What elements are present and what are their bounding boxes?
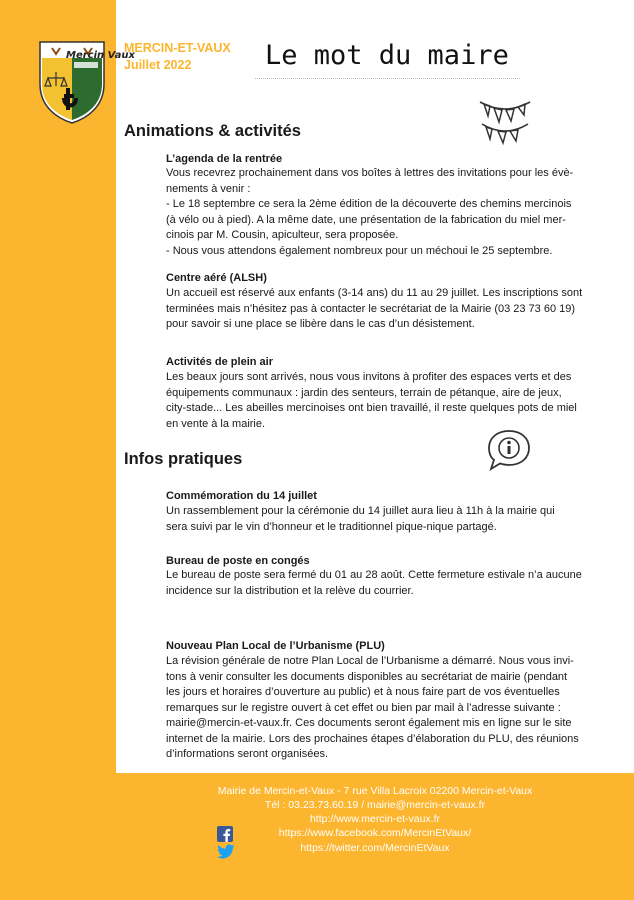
footer bbox=[116, 773, 634, 900]
text-line: nements à venir : bbox=[166, 182, 251, 195]
footer-address: Mairie de Mercin-et-Vaux - 7 rue Villa Lacroix 02200 Mercin-et-Vaux bbox=[217, 785, 533, 797]
commemoration-title: Commémoration du 14 juillet bbox=[166, 490, 317, 502]
text-line: remarques sur le registre ouvert à cet effet ou bien par mail à l’adresse suivante : bbox=[166, 701, 561, 714]
left-accent-band bbox=[0, 0, 116, 900]
text-line: terminées mais n’hésitez pas à contacter le secrétariat de la Mairie (03 23 73 60 19) bbox=[166, 302, 576, 315]
section-heading-infos: Infos pratiques bbox=[124, 450, 243, 468]
alsh-title: Centre aéré (ALSH) bbox=[166, 272, 267, 284]
footer-website-link[interactable]: http://www.mercin-et-vaux.fr bbox=[309, 813, 441, 825]
text-line: sera suivi par le vin d’honneur et le traditionnel pique-nique partagé. bbox=[166, 520, 497, 533]
text-line: pour savoir si une place se libère dans le cas d’un désistement. bbox=[166, 318, 475, 330]
pleinair-text bbox=[166, 370, 577, 432]
text-line: city-stade... Les abeilles mercinoises ont bien travaillé, il reste quelques pots de miel bbox=[166, 402, 577, 414]
text-line: (à vélo ou à pied). A la même date, une présentation de la fabrication du miel mer- bbox=[166, 213, 566, 226]
pleinair-title: Activités de plein air bbox=[166, 356, 273, 368]
text-line: - Nous vous attendons également nombreux pour un méchoui le 25 septembre. bbox=[166, 244, 553, 257]
footer-contact[interactable]: Tél : 03.23.73.60.19 / mairie@mercin-et-vaux.fr bbox=[264, 799, 486, 811]
header-town bbox=[124, 40, 231, 74]
commemoration-text bbox=[166, 504, 555, 535]
alsh-text bbox=[166, 286, 582, 333]
text-line: mairie@mercin-et-vaux.fr. Ces documents seront également mis en ligne sur le site bbox=[166, 717, 572, 729]
twitter-icon[interactable] bbox=[217, 844, 235, 860]
text-line: équipements communaux : jardin des senteurs, terrain de pétanque, aire de jeux, bbox=[166, 386, 562, 399]
poste-text bbox=[166, 568, 582, 599]
text-line: en vente à la mairie. bbox=[166, 417, 266, 430]
text-line: La révision générale de notre Plan Local de l’Urbanisme a démarré. Nous vous invi- bbox=[166, 655, 574, 667]
title-underline bbox=[255, 78, 520, 79]
text-line: Un rassemblement pour la cérémonie du 14 juillet aura lieu à 11h à la mairie qui bbox=[166, 505, 555, 517]
crest-text: Mercin Vaux bbox=[66, 50, 135, 61]
text-line: cinois par M. Cousin, apiculteur, sera proposée. bbox=[166, 229, 399, 241]
section-heading-animations: Animations & activités bbox=[124, 122, 301, 140]
text-line: Les beaux jours sont arrivés, nous vous invitons à profiter des espaces verts et des bbox=[166, 371, 572, 383]
page-title: Le mot du maire bbox=[265, 40, 509, 71]
agenda-title: L’agenda de la rentrée bbox=[166, 153, 283, 165]
plu-title: Nouveau Plan Local de l’Urbanisme (PLU) bbox=[166, 640, 385, 652]
text-line: tons à venir consulter les documents disponibles au secrétariat de mairie (pendant bbox=[166, 670, 568, 683]
text-line: Le bureau de poste sera fermé du 01 au 28 août. Cette fermeture estivale n’a aucune bbox=[166, 569, 582, 581]
text-line: incidence sur la distribution et la relève du courrier. bbox=[166, 584, 414, 597]
bunting-icon bbox=[478, 98, 532, 144]
text-line: les jours et horaires d’ouverture au public) et à nous faire part de vos éventuelles bbox=[166, 686, 560, 698]
text-line: Un accueil est réservé aux enfants (3-14 ans) du 11 au 29 juillet. Les inscriptions sont bbox=[166, 287, 583, 299]
issue-date: Juillet 2022 bbox=[124, 58, 192, 72]
crest-logo bbox=[38, 38, 135, 124]
text-line: Vous recevrez prochainement dans vos boîtes à lettres des invitations pour les évè- bbox=[166, 167, 574, 179]
text-line: internet de la mairie. Lors des prochaines étapes d’élaboration du PLU, des réunions bbox=[166, 732, 579, 745]
town-name: MERCIN-ET-VAUX bbox=[124, 41, 231, 55]
footer-facebook-link[interactable]: https://www.facebook.com/MercinEtVaux/ bbox=[278, 827, 472, 839]
agenda-text bbox=[166, 166, 573, 259]
poste-title: Bureau de poste en congés bbox=[166, 555, 310, 567]
info-bubble-icon bbox=[486, 428, 532, 472]
footer-twitter-link[interactable]: https://twitter.com/MercinEtVaux bbox=[300, 842, 450, 854]
plu-text bbox=[166, 654, 579, 763]
text-line: d’informations seront organisées. bbox=[166, 748, 329, 760]
text-line: - Le 18 septembre ce sera la 2ème édition de la découverte des chemins mercinois bbox=[166, 198, 572, 210]
facebook-icon[interactable] bbox=[217, 826, 233, 842]
